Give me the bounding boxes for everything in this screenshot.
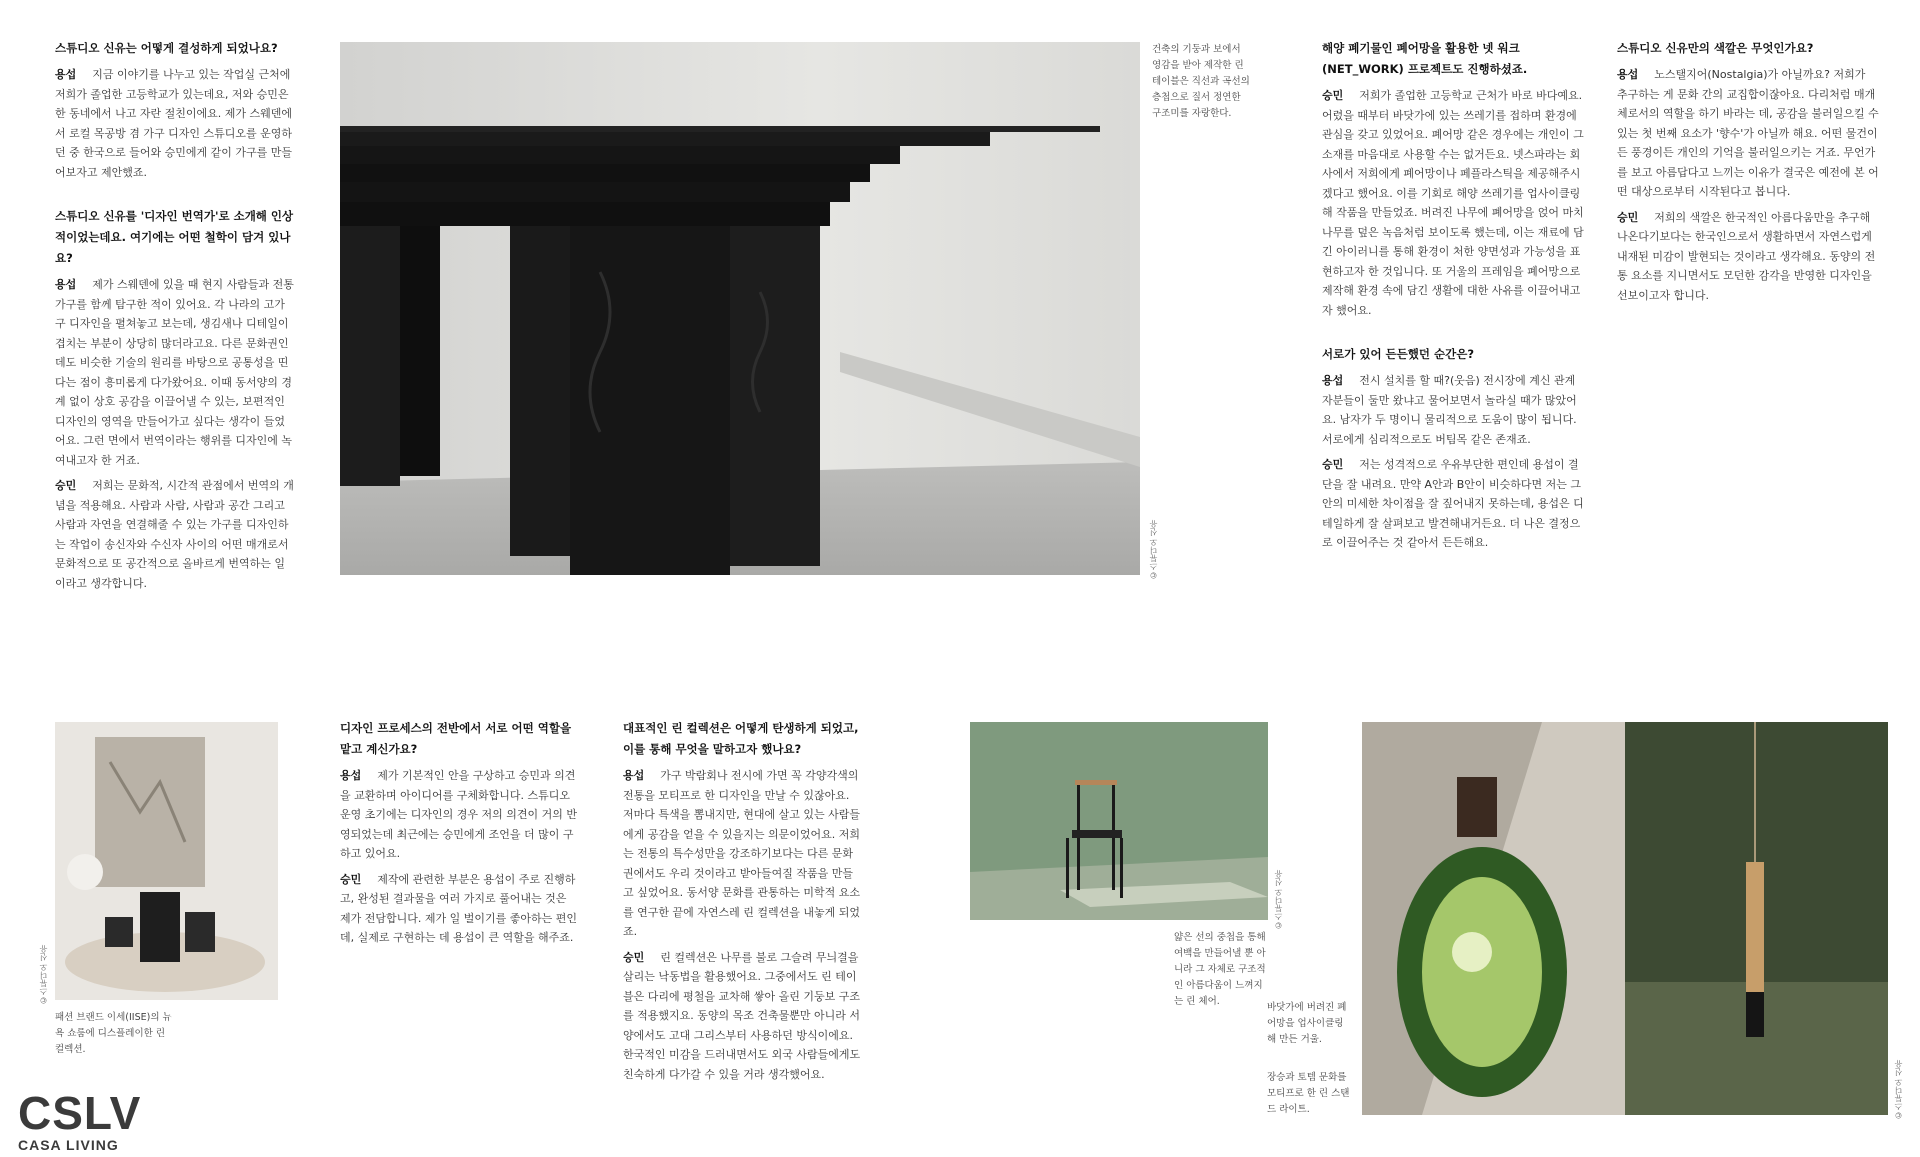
logo-main: CSLV xyxy=(18,1087,142,1139)
answer-paragraph: 용섭 제가 기본적인 안을 구상하고 승민과 의견을 교환하며 아이디어를 구체화합니다. 스튜디오 운영 초기에는 디자인의 경우 저의 의견이 거의 반영되었는데 최근에는 승민에게 조언을 더 많이 구하고 있어요. xyxy=(340,769,577,860)
speaker-name: 용섭 xyxy=(1322,374,1344,387)
speaker-name: 용섭 xyxy=(340,769,362,782)
photo-credit: ©스튜디오 신유 xyxy=(1894,1060,1903,1120)
light-caption: 장승과 토템 문화를 모티프로 한 린 스탠드 라이트. xyxy=(1267,1072,1350,1115)
answer-paragraph: 용섭 전시 설치를 할 때?(웃음) 전시장에 계신 관계자분들이 둘만 왔냐고 물어보면서 놀라실 때가 많았어요. 남자가 두 명이니 물리적으로 도움이 많이 됩니다. 서로에게 심리적으로도 버팀목 같은 존재죠. xyxy=(1322,374,1577,446)
answer-paragraph: 승민 린 컬렉션은 나무를 불로 그슬려 무늬결을 살리는 낙동법을 활용했어요. 그중에서도 린 테이블은 다리에 평철을 교차해 쌓아 올린 기둥보 구조를 적용했지요. 동양의 목조 건축물뿐만 아니라 서양에서도 고대 그리스부터 사용하던 방식이에요. 한국적인 미감을 드러내면서도 외국 사람들에게도 친숙하게 다가갈 수 있을 거라 생각했어요. xyxy=(623,950,861,1081)
interview-column-bottom-a xyxy=(340,718,580,954)
speaker-name: 승민 xyxy=(1322,458,1344,471)
showroom-photo xyxy=(55,722,278,1000)
answer-paragraph: 용섭 노스탤지어(Nostalgia)가 아닐까요? 저희가 추구하는 게 문화 간의 교집합이잖아요. 다리처럼 매개체로서의 역할을 하기 바라는 데, 공감을 불러일으킬 수 있는 첫 번째 요소가 '향수'가 아닐까 해요. 어떤 물건이든 풍경이든 개인의 기억을 불러일으키는 거죠. 무언가를 보고 아름답다고 느끼는 이유가 결국은 예전에 본 어떤 대상으로부터 시작된다고 봅니다. xyxy=(1617,68,1879,198)
speaker-name: 승민 xyxy=(340,872,362,886)
logo-sub: CASA LIVING xyxy=(18,1137,119,1153)
mirror-and-light-photo xyxy=(1362,722,1888,1115)
answer-paragraph: 승민 저희는 문화적, 시간적 관점에서 번역의 개념을 적용해요. 사람과 사람, 사람과 공간 그리고 사람과 자연을 연결해줄 수 있는 가구를 디자인하는 작업이 송신자와 수신자 사이의 어떤 매개로서 문화적으로 또 공간적으로 올바르게 번역하는 일이라고 생각합니다. xyxy=(55,479,294,590)
lin-chair-photo xyxy=(970,722,1268,920)
showroom-caption: 패션 브랜드 이세(IISE)의 뉴욕 쇼룸에 디스플레이한 린 컬렉션. xyxy=(55,1012,172,1055)
question-heading: 스튜디오 신유만의 색깔은 무엇인가요? xyxy=(1617,41,1814,55)
interview-column-bottom-b xyxy=(623,718,863,1090)
answer-paragraph: 용섭 제가 스웨덴에 있을 때 현지 사람들과 전통 가구를 함께 탐구한 적이 있어요. 각 나라의 고가구 디자인을 펼쳐놓고 보는데, 생김새나 디테일이 겹치는 부분이 상당히 많더라고요. 다른 문화권인데도 비슷한 기술의 원리를 바탕으로 공통성을 띤다는 점이 흥미롭게 다가왔어요. 이때 동서양의 경계 없이 상호 공감을 이끌어낼 수 있는, 보편적인 디자인의 영역을 만들어가고 싶다는 생각이 들었어요. 그런 면에서 번역이라는 행위를 디자인에 녹여내고자 한 거죠. xyxy=(55,278,294,467)
question-heading: 서로가 있어 든든했던 순간은? xyxy=(1322,347,1474,361)
answer-paragraph: 승민 제작에 관련한 부분은 용섭이 주로 진행하고, 완성된 결과물을 여러 가지로 풀어내는 것은 제가 전담합니다. 제가 일 벌이기를 좋아하는 편인데, 실제로 구현하는 데 용섭이 큰 역할을 해주죠. xyxy=(340,872,577,944)
interview-column-4 xyxy=(1617,38,1879,311)
answer-paragraph: 승민 저희의 색깔은 한국적인 아름다움만을 추구해 나온다기보다는 한국인으로서 생활하면서 자연스럽게 내재된 미감이 발현되는 것이라고 생각해요. 동양의 전통 요소를 지니면서도 모던한 감각을 반영한 디자인을 선보이고자 합니다. xyxy=(1617,210,1876,302)
speaker-name: 승민 xyxy=(55,479,77,492)
question-heading: 대표적인 린 컬렉션은 어떻게 탄생하게 되었고, 이를 통해 무엇을 말하고자 했나요? xyxy=(623,721,859,756)
speaker-name: 승민 xyxy=(623,950,645,964)
speaker-name: 용섭 xyxy=(623,769,645,782)
speaker-name: 용섭 xyxy=(55,68,77,81)
answer-paragraph: 승민 저는 성격적으로 우유부단한 편인데 용섭이 결단을 잘 내려요. 만약 A안과 B안이 비슷하다면 저는 그 안의 미세한 차이점을 잘 짚어내지 못하는데, 용섭은 디테일하게 잘 살펴보고 발견해내거든요. 더 나은 결정으로 이끌어주는 것 같아서 든든해요. xyxy=(1322,458,1584,549)
answer-paragraph: 용섭 가구 박람회나 전시에 가면 꼭 각양각색의 전통을 모티프로 한 디자인을 만날 수 있잖아요. 저마다 특색을 뽐내지만, 현대에 살고 있는 사람들에게 공감을 얻을 수 있을지는 의문이었어요. 저희는 전통의 특수성만을 강조하기보다는 다른 문화권에서도 우리 것이라고 받아들여질 작품을 만들고 싶었어요. 동서양 문화를 관통하는 미학적 요소를 연구한 끝에 자연스레 린 컬렉션을 내놓게 되었죠. xyxy=(623,769,860,938)
question-heading: 스튜디오 신유는 어떻게 결성하게 되었나요? xyxy=(55,41,278,55)
chair-caption: 얇은 선의 중첩을 통해 여백을 만들어낼 뿐 아니라 그 자체로 구조적인 아름다움이 느껴지는 린 체어. xyxy=(1174,932,1266,1007)
question-heading: 해양 폐기물인 폐어망을 활용한 넷 워크(NET_WORK) 프로젝트도 진행하셨죠. xyxy=(1322,41,1528,76)
answer-paragraph: 승민 저희가 졸업한 고등학교 근처가 바로 바다예요. 어렸을 때부터 바닷가에 있는 쓰레기를 접하며 환경에 관심을 갖고 있었어요. 폐어망 같은 경우에는 개인이 그 소재를 마음대로 사용할 수는 없거든요. 넷스파라는 회사에서 저희에게 폐어망이나 페플라스틱을 제공해주시겠다고 했어요. 이를 기회로 해양 쓰레기를 업사이클링해 작품을 만들었죠. 버려진 나무에 폐어망을 얹어 마치 나무를 덮은 녹음처럼 보이도록 했는데, 이는 재료에 담긴 아이러니를 통해 환경이 처한 양면성과 가능성을 표현하고자 한 것입니다. 또 거울의 프레임을 폐어망으로 제작해 환경 속에 담긴 생활에 대한 사유를 이끌어내고자 했어요. xyxy=(1322,89,1584,317)
photo-credit: ©스튜디오 신유 xyxy=(39,945,48,1005)
lin-table-photo xyxy=(340,42,1140,575)
question-heading: 스튜디오 신유를 '디자인 번역가'로 소개해 인상적이었는데요. 여기에는 어떤 철학이 담겨 있나요? xyxy=(55,209,294,265)
speaker-name: 용섭 xyxy=(55,278,77,291)
speaker-name: 용섭 xyxy=(1617,68,1639,81)
speaker-name: 승민 xyxy=(1617,210,1639,224)
question-heading: 디자인 프로세스의 전반에서 서로 어떤 역할을 맡고 계신가요? xyxy=(340,721,572,756)
photo-credit: ©스튜디오 신유 xyxy=(1149,520,1158,580)
mirror-caption: 바닷가에 버려진 폐어망을 업사이클링해 만든 거울. xyxy=(1267,1002,1347,1045)
interview-column-1 xyxy=(55,38,295,617)
cslv-logo xyxy=(18,1087,142,1154)
interview-column-3 xyxy=(1322,38,1584,577)
answer-paragraph: 용섭 지금 이야기를 나누고 있는 작업실 근처에 저희가 졸업한 고등학교가 있는데요, 저와 승민은 한 동네에서 나고 자란 절친이에요. 제가 스웨덴에서 로컬 목공방 겸 가구 디자인 스튜디오를 운영하던 중 한국으로 들어와 승민에게 같이 가구를 만들어보자고 제안했죠. xyxy=(55,68,292,179)
table-caption: 건축의 기둥과 보에서 영감을 받아 제작한 린 테이블은 직선과 곡선의 층첩으로 질서 정연한 구조미를 자랑한다. xyxy=(1152,44,1250,119)
photo-credit: ©스튜디오 신유 xyxy=(1274,870,1283,930)
speaker-name: 승민 xyxy=(1322,89,1344,102)
